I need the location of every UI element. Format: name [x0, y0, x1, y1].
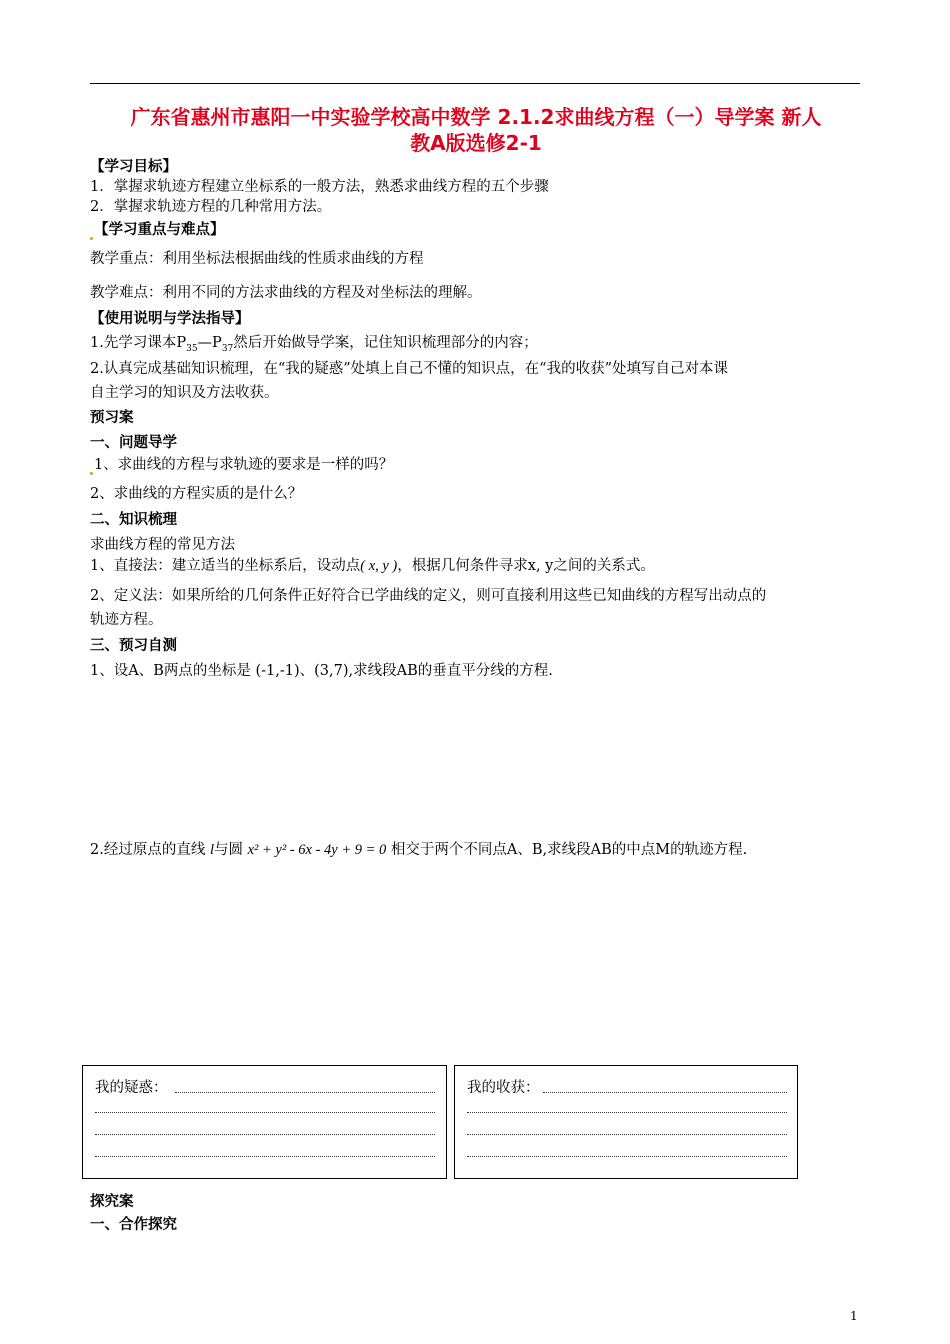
knowledge-item-2-line1: 2、定义法：如果所给的几何条件正好符合已学曲线的定义，则可直接利用这些已知曲线的方程写出动点的: [90, 588, 767, 604]
question-2: 2、求曲线的方程实质的是什么？: [90, 486, 303, 502]
questions-heading: 一、问题导学: [90, 435, 177, 451]
gain-writing-line[interactable]: [467, 1112, 787, 1113]
instruction-item-2-line2: 自主学习的知识及方法收获。: [90, 385, 279, 401]
knowledge-intro: 求曲线方程的常见方法: [90, 537, 235, 553]
instruction-item-1: 1.先学习课本$P_{35}—P_{37}$然后开始做导学案，记住知识梳理部分的内容；: [90, 335, 538, 354]
my-gains-box[interactable]: [454, 1065, 798, 1179]
explore-heading: 探究案: [90, 1194, 134, 1210]
cooperative-inquiry-heading: 一、合作探究: [90, 1217, 177, 1233]
doubt-writing-line[interactable]: [175, 1092, 435, 1093]
goals-heading: 【学习目标】: [90, 159, 177, 175]
page-number: 1: [850, 1309, 858, 1323]
goal-item-2: 2．掌握求轨迹方程的几种常用方法。: [90, 199, 332, 215]
my-doubts-box[interactable]: [82, 1065, 447, 1179]
doubt-writing-line[interactable]: [95, 1156, 435, 1157]
doubt-writing-line[interactable]: [95, 1134, 435, 1135]
circle-equation-math: x² + y² - 6x - 4y + 9 = 0: [247, 842, 387, 858]
top-rule: [90, 83, 860, 84]
self-test-heading: 三、预习自测: [90, 638, 177, 654]
instruction-item-2-line1: 2.认真完成基础知识梳理，在“我的疑惑”处填上自己不懂的知识点，在“我的收获”处填写自己对本课: [90, 361, 728, 377]
knowledge-item-2-line2: 轨迹方程。: [90, 612, 163, 628]
gain-writing-line[interactable]: [467, 1156, 787, 1157]
mark-dot: [90, 472, 93, 475]
page-title-line1: 广东省惠州市惠阳一中实验学校高中数学 2.1.2求曲线方程（一）导学案 新人: [130, 105, 822, 129]
focus-difficulty: 教学难点：利用不同的方法求曲线的方程及对坐标法的理解。: [90, 285, 482, 301]
self-test-1: 1、设A、B两点的坐标是 (-1,-1)、(3,7),求线段AB的垂直平分线的方程.: [90, 663, 553, 679]
gain-writing-line[interactable]: [543, 1092, 787, 1093]
my-gains-label: 我的收获：: [467, 1080, 540, 1096]
page-title-line2: 教A版选修2-1: [410, 131, 542, 155]
goal-item-1: 1．掌握求轨迹方程建立坐标系的一般方法，熟悉求曲线方程的五个步骤: [90, 179, 549, 195]
point-xy-math: ( x, y ): [360, 558, 398, 574]
knowledge-heading: 二、知识梳理: [90, 512, 177, 528]
knowledge-item-1: 1、直接法：建立适当的坐标系后，设动点( x, y )，根据几何条件寻求x, y之间的关系式。: [90, 558, 655, 574]
doubt-writing-line[interactable]: [95, 1112, 435, 1113]
mark-dot: [90, 237, 93, 240]
preview-heading: 预习案: [90, 410, 134, 426]
focus-key-point: 教学重点：利用坐标法根据曲线的性质求曲线的方程: [90, 251, 424, 267]
self-test-2: 2.经过原点的直线 l与圆 x² + y² - 6x - 4y + 9 = 0 相交于两个不同点A、B,求线段AB的中点M的轨迹方程.: [90, 842, 748, 858]
question-1: 1、求曲线的方程与求轨迹的要求是一样的吗？: [90, 455, 393, 475]
instructions-heading: 【使用说明与学法指导】: [90, 311, 250, 327]
my-doubts-label: 我的疑惑：: [95, 1080, 168, 1096]
gain-writing-line[interactable]: [467, 1134, 787, 1135]
focus-heading: 【学习重点与难点】: [90, 220, 225, 240]
